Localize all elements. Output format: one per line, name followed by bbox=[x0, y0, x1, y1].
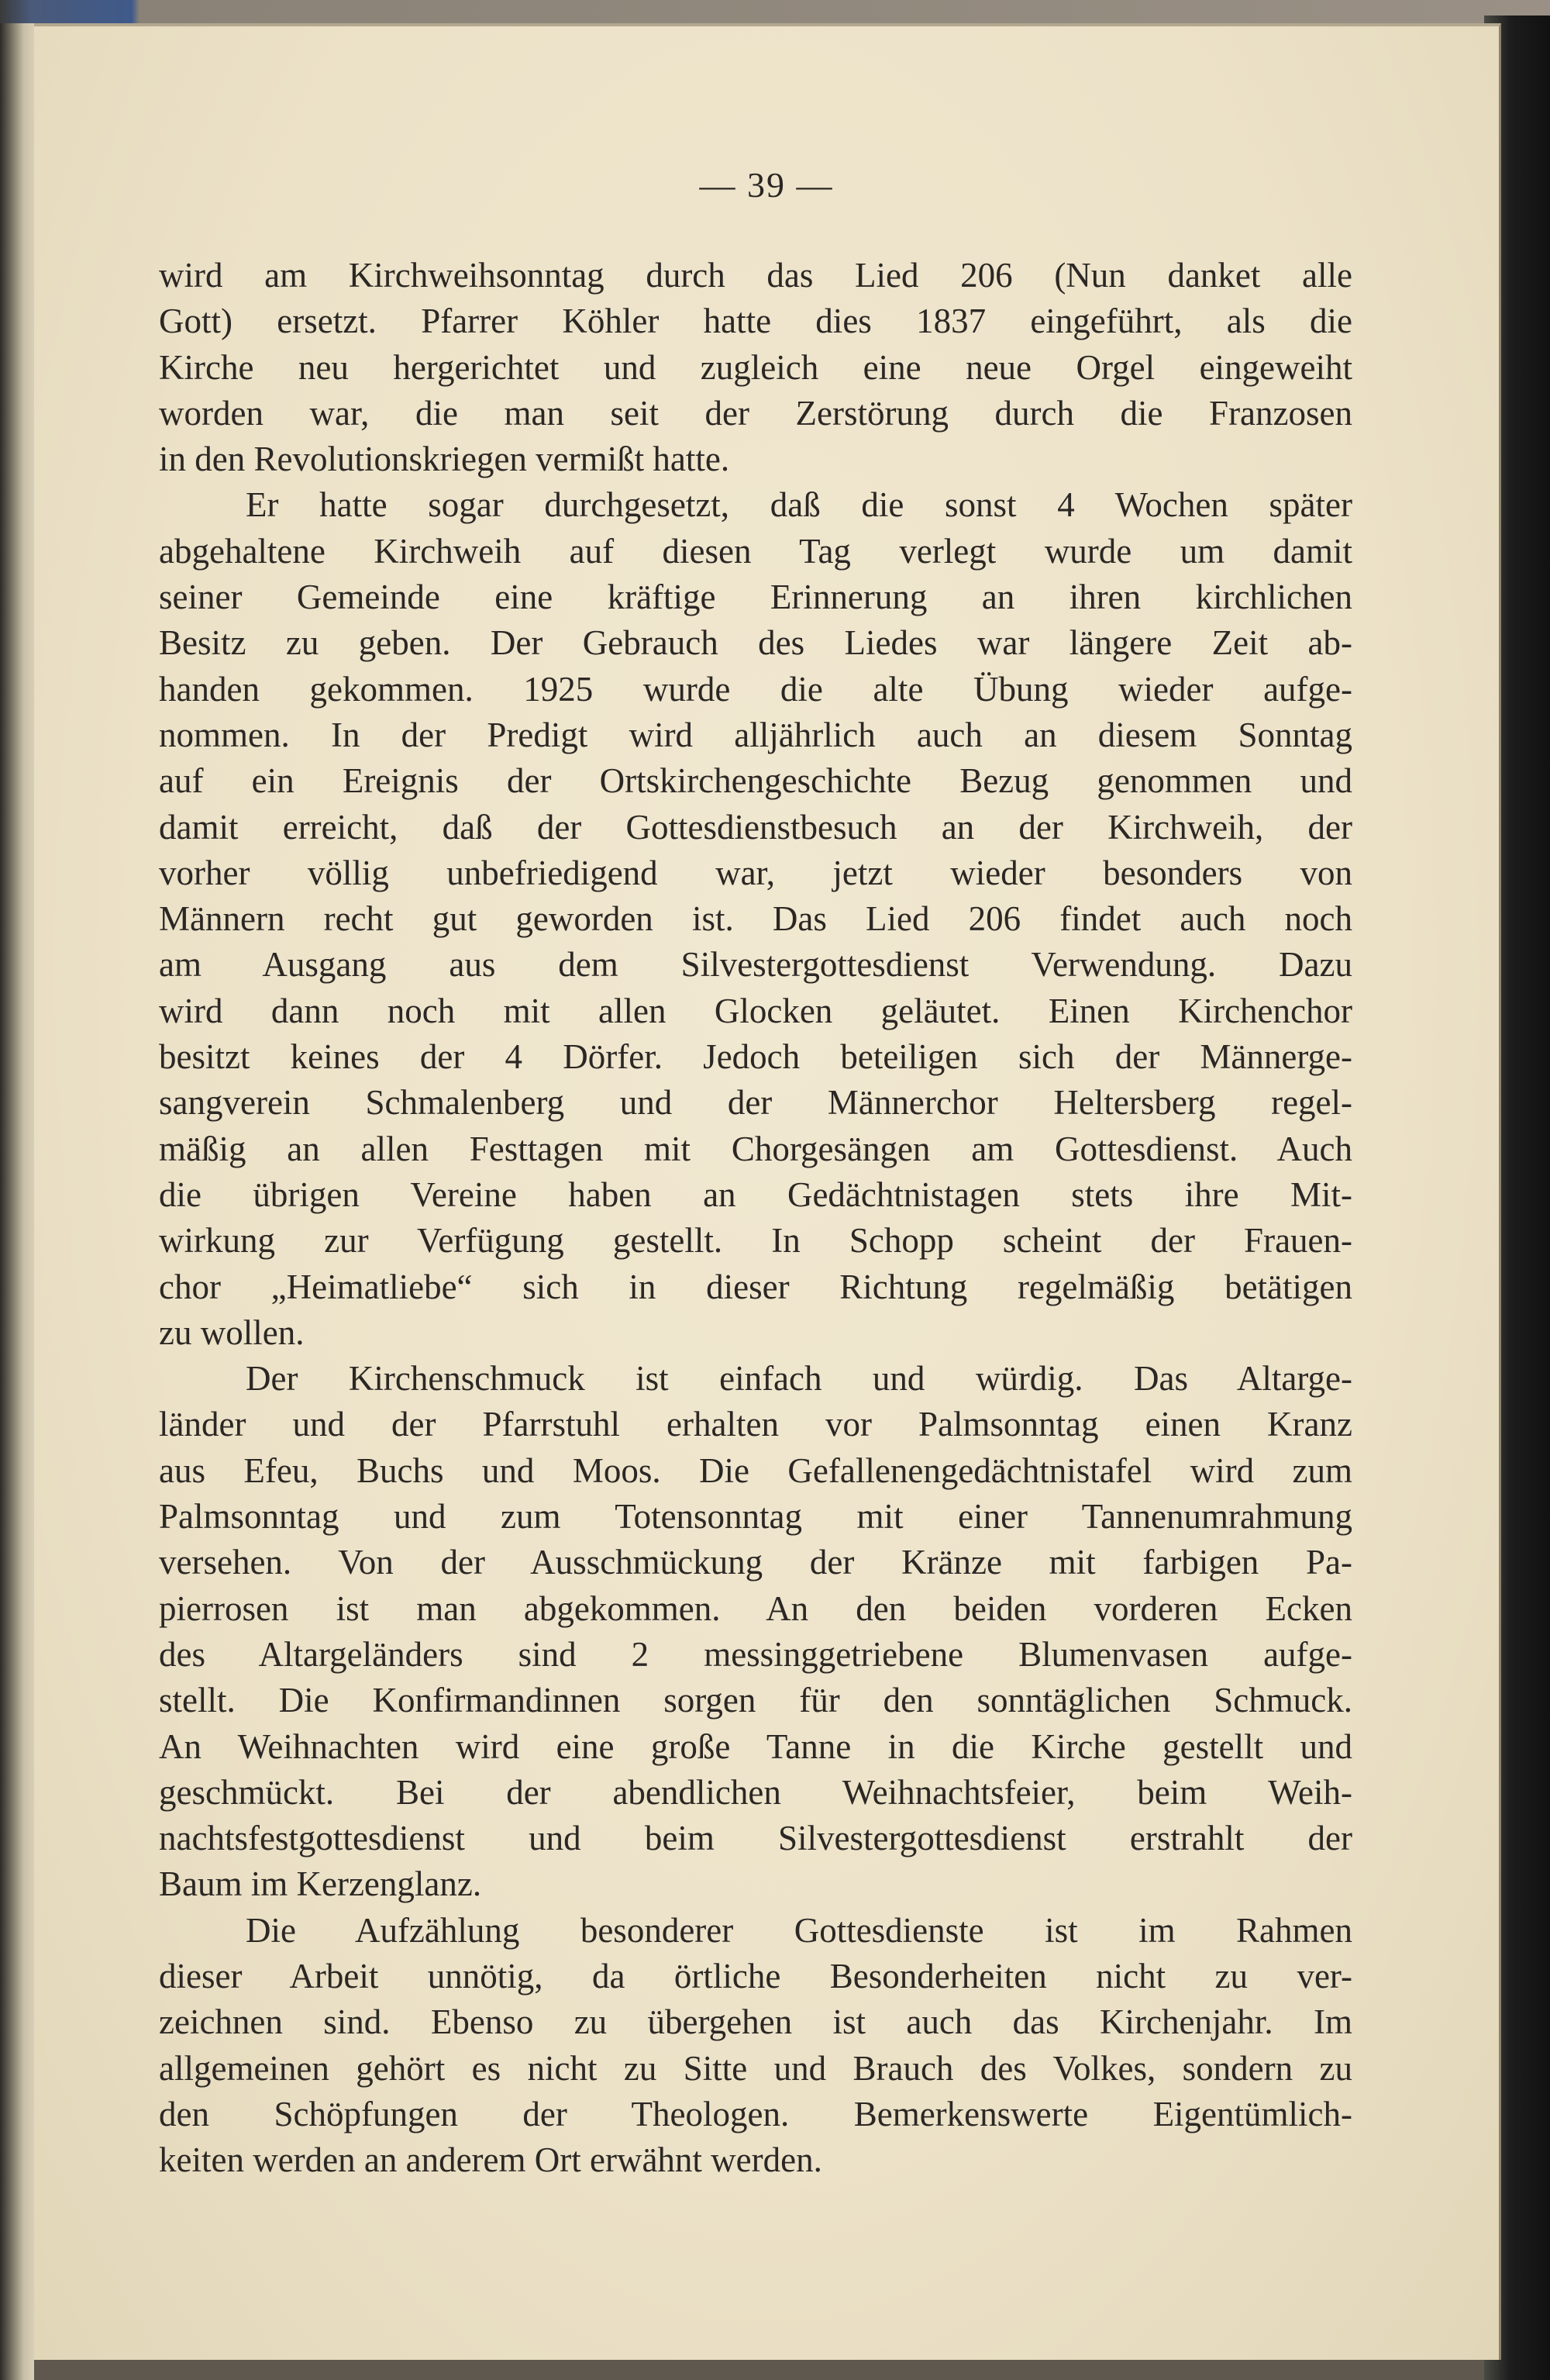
text-line: damit erreicht, daß der Gottesdienstbesuch an der Kirchweih, der bbox=[159, 807, 1352, 847]
book-spine bbox=[0, 23, 34, 2380]
text-line: vorher völlig unbefriedigend war, jetzt wieder besonders von bbox=[159, 853, 1352, 892]
text-line: Gott) ersetzt. Pfarrer Köhler hatte dies 1837 eingeführt, als die bbox=[159, 302, 1352, 341]
text-line: nachtsfestgottesdienst und beim Silvestergottesdienst erstrahlt der bbox=[159, 1819, 1352, 1858]
text-line: den Schöpfungen der Theologen. Bemerkenswerte Eigentümlich- bbox=[159, 2094, 1352, 2133]
text-line: wird dann noch mit allen Glocken geläutet. Einen Kirchenchor bbox=[159, 991, 1352, 1030]
text-line: am Ausgang aus dem Silvestergottesdienst Verwendung. Dazu bbox=[159, 945, 1352, 985]
text-line: chor „Heimatliebe“ sich in dieser Richtung regelmäßig betätigen bbox=[159, 1267, 1352, 1306]
body-text bbox=[159, 253, 1352, 2183]
text-line: Der Kirchenschmuck ist einfach und würdig. Das Altarge- bbox=[246, 1359, 1352, 1399]
text-line: Besitz zu geben. Der Gebrauch des Liedes war längere Zeit ab- bbox=[159, 623, 1352, 663]
text-line: Die Aufzählung besonderer Gottesdienste ist im Rahmen bbox=[246, 1910, 1352, 1950]
text-line: mäßig an allen Festtagen mit Chorgesängen am Gottesdienst. Auch bbox=[159, 1129, 1352, 1168]
text-line: geschmückt. Bei der abendlichen Weihnachtsfeier, beim Weih- bbox=[159, 1772, 1352, 1812]
text-line: in den Revolutionskriegen vermißt hatte. bbox=[159, 440, 730, 479]
text-line: keiten werden an anderem Ort erwähnt werden. bbox=[159, 2140, 822, 2180]
text-line: stellt. Die Konfirmandinnen sorgen für den sonntäglichen Schmuck. bbox=[159, 1681, 1352, 1720]
text-line: Männern recht gut geworden ist. Das Lied 206 findet auch noch bbox=[159, 899, 1352, 939]
text-line: des Altargeländers sind 2 messinggetriebene Blumenvasen aufge- bbox=[159, 1634, 1352, 1674]
text-line: besitzt keines der 4 Dörfer. Jedoch beteiligen sich der Männerge- bbox=[159, 1037, 1352, 1077]
text-line: Er hatte sogar durchgesetzt, daß die sonst 4 Wochen später bbox=[246, 485, 1352, 525]
text-line: Palmsonntag und zum Totensonntag mit einer Tannenumrahmung bbox=[159, 1497, 1352, 1537]
text-line: zeichnen sind. Ebenso zu übergehen ist auch das Kirchenjahr. Im bbox=[159, 2002, 1352, 2042]
book-page bbox=[34, 23, 1501, 2360]
text-line: versehen. Von der Ausschmückung der Kränze mit farbigen Pa- bbox=[159, 1543, 1352, 1582]
text-line: die übrigen Vereine haben an Gedächtnistagen stets ihre Mit- bbox=[159, 1174, 1352, 1214]
text-line: dieser Arbeit unnötig, da örtliche Besonderheiten nicht zu ver- bbox=[159, 1956, 1352, 1995]
text-line: abgehaltene Kirchweih auf diesen Tag verlegt wurde um damit bbox=[159, 531, 1352, 571]
page-number: — 39 — bbox=[699, 165, 834, 205]
text-line: Baum im Kerzenglanz. bbox=[159, 1864, 482, 1904]
text-line: allgemeinen gehört es nicht zu Sitte und Brauch des Volkes, sondern zu bbox=[159, 2048, 1352, 2088]
text-line: zu wollen. bbox=[159, 1312, 305, 1352]
text-line: seiner Gemeinde eine kräftige Erinnerung an ihren kirchlichen bbox=[159, 578, 1352, 617]
text-line: pierrosen ist man abgekommen. An den beiden vorderen Ecken bbox=[159, 1588, 1352, 1628]
text-line: An Weihnachten wird eine große Tanne in die Kirche gestellt und bbox=[159, 1726, 1352, 1766]
text-line: wird am Kirchweihsonntag durch das Lied 206 (Nun danket alle bbox=[159, 256, 1352, 295]
text-line: auf ein Ereignis der Ortskirchengeschichte Bezug genommen und bbox=[159, 761, 1352, 801]
text-line: aus Efeu, Buchs und Moos. Die Gefallenengedächtnistafel wird zum bbox=[159, 1450, 1352, 1490]
text-line: nommen. In der Predigt wird alljährlich auch an diesem Sonntag bbox=[159, 715, 1352, 754]
text-line: sangverein Schmalenberg und der Männerchor Heltersberg regel- bbox=[159, 1083, 1352, 1123]
text-line: worden war, die man seit der Zerstörung durch die Franzosen bbox=[159, 393, 1352, 433]
text-line: wirkung zur Verfügung gestellt. In Schopp scheint der Frauen- bbox=[159, 1221, 1352, 1261]
text-line: Kirche neu hergerichtet und zugleich eine neue Orgel eingeweiht bbox=[159, 347, 1352, 387]
text-line: handen gekommen. 1925 wurde die alte Übung wieder aufge- bbox=[159, 669, 1352, 709]
text-line: länder und der Pfarrstuhl erhalten vor Palmsonntag einen Kranz bbox=[159, 1405, 1352, 1444]
